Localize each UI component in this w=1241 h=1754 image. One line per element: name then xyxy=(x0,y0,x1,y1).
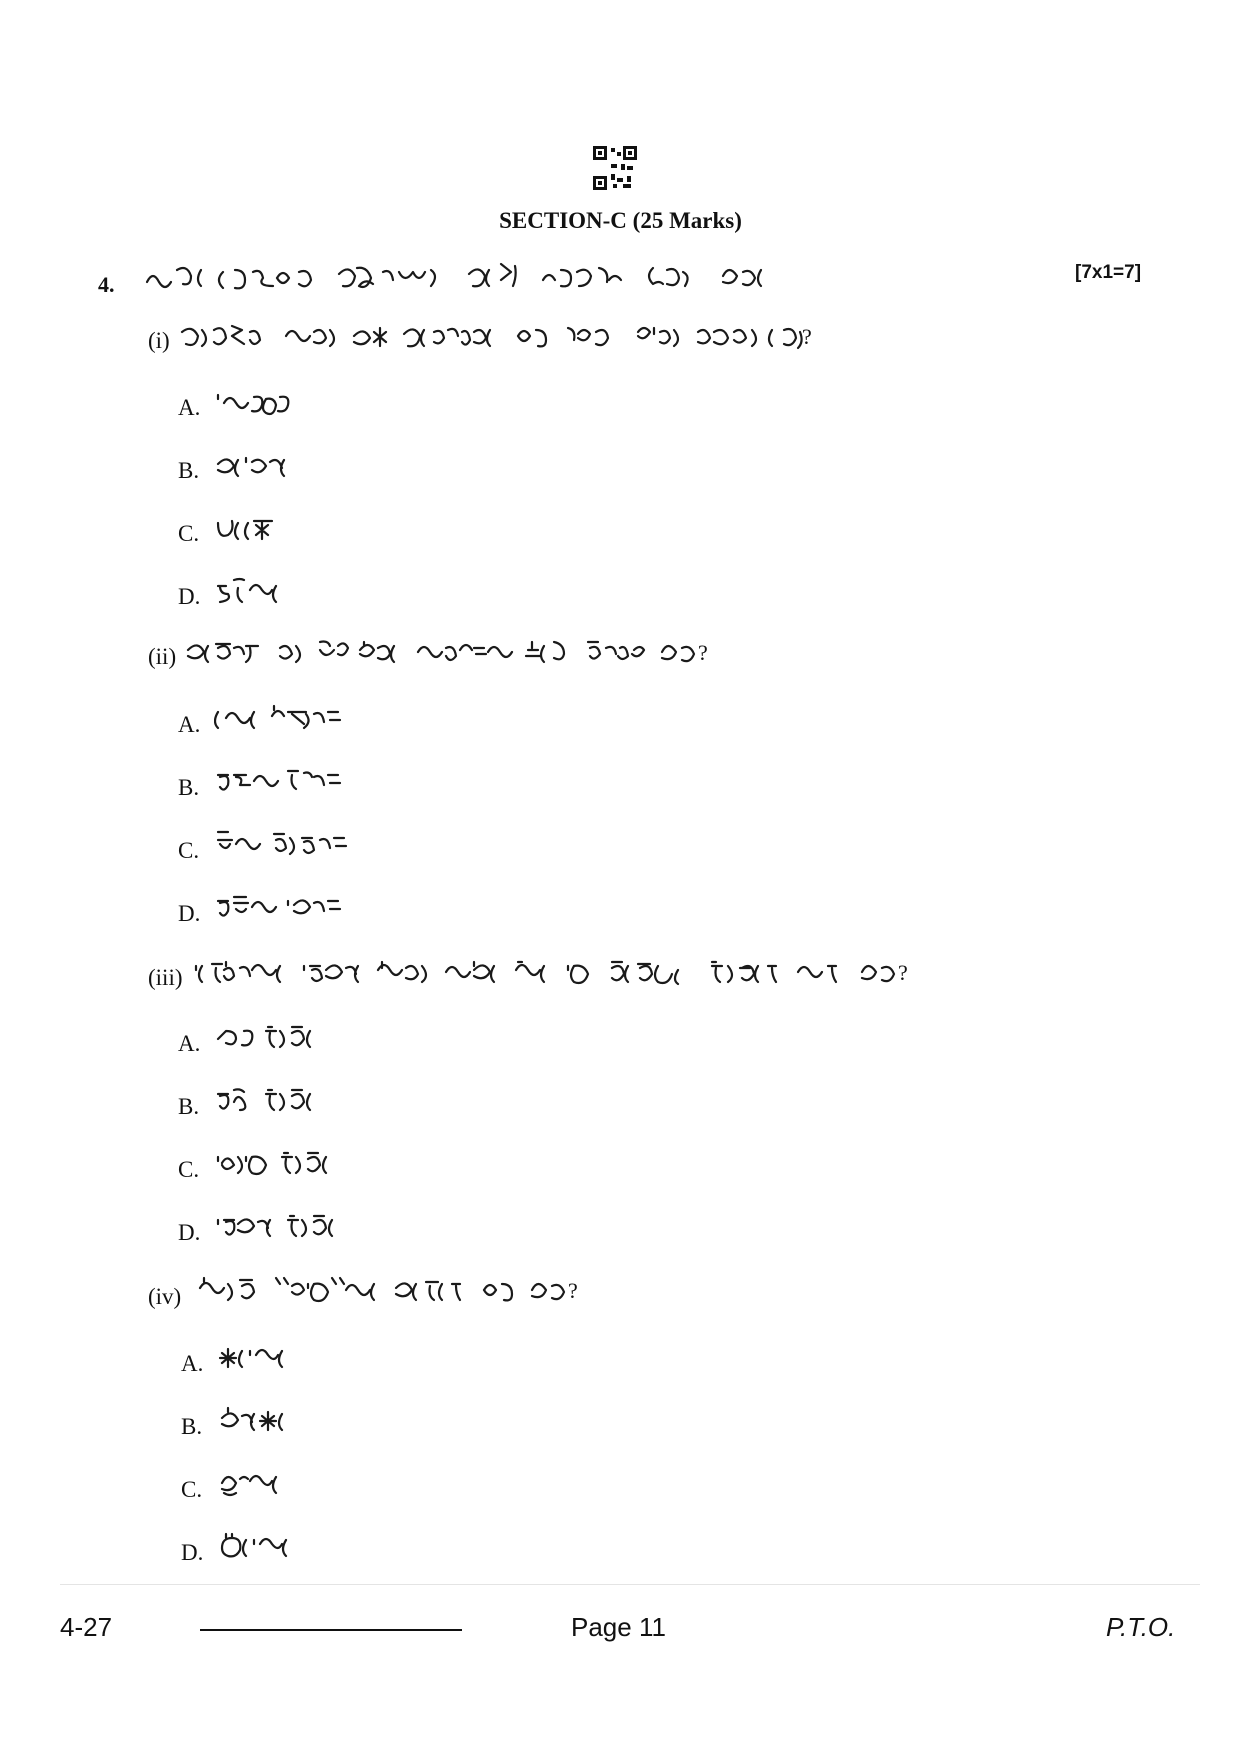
subquestion-label: (ii) xyxy=(148,644,177,669)
option-glyphs xyxy=(214,1145,364,1179)
option-letter: C. xyxy=(178,1157,200,1182)
option-glyphs xyxy=(214,511,314,545)
option-letter: C. xyxy=(181,1477,203,1502)
option-glyphs xyxy=(214,889,394,923)
option-glyphs xyxy=(218,1339,318,1373)
pto-label: P.T.O. xyxy=(1106,1612,1176,1642)
svg-text:?: ? xyxy=(802,324,812,349)
question-number: 4. xyxy=(98,272,115,297)
subquestion-label: (iii) xyxy=(148,965,183,990)
subquestion-stem-glyphs xyxy=(196,1272,616,1306)
option-letter: D. xyxy=(178,901,201,926)
option-glyphs xyxy=(214,1208,364,1242)
footer-code: 4-27 xyxy=(60,1612,113,1642)
option-glyphs xyxy=(214,700,394,734)
subquestion-label: (iv) xyxy=(148,1284,182,1309)
option-glyphs xyxy=(214,385,314,419)
option-letter: D. xyxy=(181,1540,204,1565)
page-number: Page 11 xyxy=(571,1612,666,1642)
qr-code-icon xyxy=(593,146,637,190)
option-letter: A. xyxy=(178,712,201,737)
option-glyphs xyxy=(214,763,394,797)
option-glyphs xyxy=(218,1465,318,1499)
svg-text:?: ? xyxy=(698,640,708,665)
option-glyphs xyxy=(214,826,394,860)
option-letter: A. xyxy=(178,1031,201,1056)
svg-text:?: ? xyxy=(568,1278,578,1303)
option-letter: B. xyxy=(178,775,200,800)
option-glyphs xyxy=(214,1082,354,1116)
option-glyphs xyxy=(214,448,314,482)
footer-divider xyxy=(60,1584,1200,1585)
section-title: SECTION-C (25 Marks) xyxy=(499,208,742,233)
option-glyphs xyxy=(214,574,314,608)
option-letter: A. xyxy=(181,1351,204,1376)
option-glyphs xyxy=(218,1528,318,1562)
subquestion-label: (i) xyxy=(148,328,170,353)
option-letter: A. xyxy=(178,395,201,420)
option-letter: B. xyxy=(178,458,200,483)
option-letter: C. xyxy=(178,838,200,863)
option-letter: B. xyxy=(181,1414,203,1439)
subquestion-stem-glyphs xyxy=(192,954,952,988)
option-letter: B. xyxy=(178,1094,200,1119)
option-letter: D. xyxy=(178,1220,201,1245)
subquestion-stem-glyphs xyxy=(184,634,764,668)
question-stem-glyphs xyxy=(143,258,923,294)
option-glyphs xyxy=(214,1019,354,1053)
option-letter: C. xyxy=(178,521,200,546)
option-letter: D. xyxy=(178,584,201,609)
svg-text:?: ? xyxy=(898,960,908,985)
option-glyphs xyxy=(218,1402,318,1436)
footer-rule xyxy=(200,1629,462,1631)
subquestion-stem-glyphs xyxy=(178,318,898,352)
marks-label: [7x1=7] xyxy=(1075,262,1142,283)
